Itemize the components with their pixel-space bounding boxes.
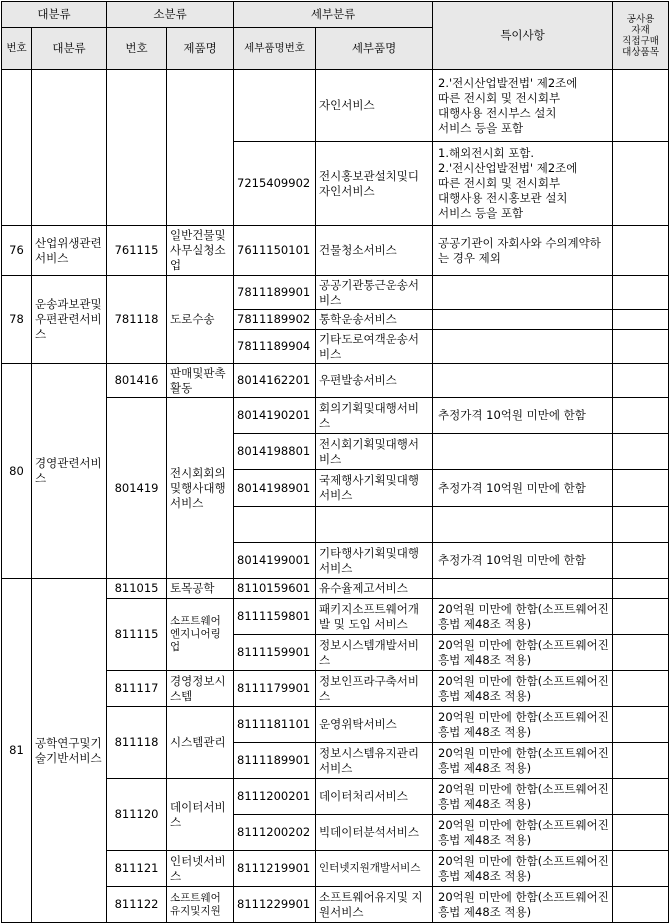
cell-direct xyxy=(613,398,669,434)
cell-direct xyxy=(613,579,669,599)
cell-detail-no: 8111159901 xyxy=(234,635,316,671)
cell-product: 도로수송 xyxy=(167,276,234,364)
cell-detail-no: 8111189901 xyxy=(234,743,316,779)
header-remarks: 특이사항 xyxy=(433,2,613,70)
cell-direct xyxy=(613,276,669,310)
cell-detail-no: 7215409902 xyxy=(234,142,316,226)
cell-detail-no xyxy=(234,507,316,543)
cell-detail-name: 건물청소서비스 xyxy=(316,226,433,276)
cell-direct xyxy=(613,364,669,398)
cell-product: 토목공학 xyxy=(167,579,234,599)
cell-minor-no: 801419 xyxy=(107,398,167,579)
cell-product: 경영정보시스템 xyxy=(167,671,234,707)
cell-note xyxy=(433,507,613,543)
cell-note: 추정가격 10억원 미만에 한함 xyxy=(433,470,613,507)
cell-no: 80 xyxy=(2,364,32,579)
cell-product: 인터넷서비스 xyxy=(167,851,234,887)
cell-detail-no: 8111200202 xyxy=(234,815,316,851)
cell-detail-name: 전시홍보관설치및디자인서비스 xyxy=(316,142,433,226)
cell-detail-no xyxy=(234,70,316,142)
cell-note: 공공기관이 자회사와 수의계약하는 경우 제외 xyxy=(433,226,613,276)
cell-product: 데이터서비스 xyxy=(167,779,234,851)
cell-detail-name: 통학운송서비스 xyxy=(316,310,433,330)
cell-detail-no: 7811189902 xyxy=(234,310,316,330)
table-row xyxy=(2,364,669,398)
cell-detail-no: 8110159601 xyxy=(234,579,316,599)
cell-direct xyxy=(613,310,669,330)
cell-detail-no: 8111159801 xyxy=(234,599,316,635)
cell-product: 소프트웨어유지및지원 xyxy=(167,887,234,923)
cell-minor-no: 811115 xyxy=(107,599,167,671)
cell-direct xyxy=(613,851,669,887)
cell-direct xyxy=(613,142,669,226)
cell-note: 20억원 미만에 한함(소프트웨어진흥법 제48조 적용) xyxy=(433,671,613,707)
cell-detail-name: 인터넷지원개발서비스 xyxy=(316,851,433,887)
cell-detail-no: 7811189901 xyxy=(234,276,316,310)
header-col-minor-no: 번호 xyxy=(107,28,167,70)
cell-direct xyxy=(613,635,669,671)
header-minor-category: 소분류 xyxy=(107,2,234,28)
cell-detail-no: 8111200201 xyxy=(234,779,316,815)
cell-direct xyxy=(613,815,669,851)
cell-minor-no: 761115 xyxy=(107,226,167,276)
header-public-direct: 공사용 자재 직접구매 대상품목 xyxy=(613,2,669,70)
cell-no: 76 xyxy=(2,226,32,276)
header-col-no: 번호 xyxy=(2,28,32,70)
cell-minor-no: 811015 xyxy=(107,579,167,599)
table-row xyxy=(2,276,669,310)
cell-note xyxy=(433,276,613,310)
cell-detail-no: 8014198901 xyxy=(234,470,316,507)
cell-direct xyxy=(613,599,669,635)
cell-note: 20억원 미만에 한함(소프트웨어진흥법 제48조 적용) xyxy=(433,779,613,815)
cell-note: 추정가격 10억원 미만에 한함 xyxy=(433,543,613,579)
header-major-category: 대분류 xyxy=(2,2,107,28)
cell-detail-name xyxy=(316,507,433,543)
cell-major: 경영관련서비스 xyxy=(32,364,107,579)
table-row xyxy=(2,226,669,276)
cell-note: 20억원 미만에 한함(소프트웨어진흥법 제48조 적용) xyxy=(433,851,613,887)
cell-product xyxy=(167,70,234,226)
cell-product: 일반건물및사무실청소업 xyxy=(167,226,234,276)
cell-minor-no: 811118 xyxy=(107,707,167,779)
cell-detail-no: 8014198801 xyxy=(234,434,316,470)
cell-detail-no: 7811189904 xyxy=(234,330,316,364)
cell-minor-no: 801416 xyxy=(107,364,167,398)
header-col-detail-name: 세부품명 xyxy=(316,28,433,70)
cell-detail-name: 공공기관통근운송서비스 xyxy=(316,276,433,310)
header-detail-category: 세부분류 xyxy=(234,2,433,28)
cell-direct xyxy=(613,470,669,507)
cell-major: 산업위생관련서비스 xyxy=(32,226,107,276)
cell-note xyxy=(433,579,613,599)
cell-note: 1.해외전시회 포함. 2.'전시산업발전법' 제2조에 따른 전시회 및 전시회부 대행사용 전시홍보관 설치 서비스 등을 포함 xyxy=(433,142,613,226)
cell-direct xyxy=(613,70,669,142)
cell-detail-name: 운영위탁서비스 xyxy=(316,707,433,743)
cell-note xyxy=(433,364,613,398)
cell-note: 20억원 미만에 한함(소프트웨어진흥법 제48조 적용) xyxy=(433,635,613,671)
cell-detail-no: 8111181101 xyxy=(234,707,316,743)
cell-minor-no: 811122 xyxy=(107,887,167,923)
cell-product: 판매및판촉활동 xyxy=(167,364,234,398)
cell-detail-name: 빅데이터분석서비스 xyxy=(316,815,433,851)
cell-product: 시스템관리 xyxy=(167,707,234,779)
cell-direct xyxy=(613,543,669,579)
cell-detail-name: 우편발송서비스 xyxy=(316,364,433,398)
cell-direct xyxy=(613,671,669,707)
cell-minor-no: 811117 xyxy=(107,671,167,707)
cell-minor-no: 811120 xyxy=(107,779,167,851)
cell-note: 20억원 미만에 한함(소프트웨어진흥법 제48조 적용) xyxy=(433,815,613,851)
cell-no: 78 xyxy=(2,276,32,364)
procurement-table xyxy=(1,1,669,923)
cell-minor-no xyxy=(107,70,167,226)
cell-detail-name: 기타도로여객운송서비스 xyxy=(316,330,433,364)
cell-detail-no: 8014190201 xyxy=(234,398,316,434)
cell-detail-name: 정보인프라구축서비스 xyxy=(316,671,433,707)
cell-direct xyxy=(613,226,669,276)
cell-detail-no: 8111179901 xyxy=(234,671,316,707)
cell-minor-no: 781118 xyxy=(107,276,167,364)
cell-direct xyxy=(613,330,669,364)
cell-note: 2.'전시산업발전법' 제2조에 따른 전시회 및 전시회부 대행사용 전시부스 설치 서비스 등을 포함 xyxy=(433,70,613,142)
cell-note: 20억원 미만에 한함(소프트웨어진흥법 제48조 적용) xyxy=(433,743,613,779)
header-col-product-name: 제품명 xyxy=(167,28,234,70)
cell-product: 전시회회의및행사대행서비스 xyxy=(167,398,234,579)
cell-major: 운송과보관및우편관련서비스 xyxy=(32,276,107,364)
cell-detail-no: 8014199001 xyxy=(234,543,316,579)
cell-detail-name: 회의기획및대행서비스 xyxy=(316,398,433,434)
cell-note: 20억원 미만에 한함(소프트웨어진흥법 제48조 적용) xyxy=(433,887,613,923)
cell-direct xyxy=(613,707,669,743)
header-col-detail-no: 세부품명번호 xyxy=(234,28,316,70)
cell-note xyxy=(433,330,613,364)
cell-detail-name: 유수율제고서비스 xyxy=(316,579,433,599)
cell-detail-name: 소프트웨어유지및 지원서비스 xyxy=(316,887,433,923)
cell-direct xyxy=(613,434,669,470)
cell-direct xyxy=(613,887,669,923)
cell-no: 81 xyxy=(2,579,32,923)
cell-major: 공학연구및기술기반서비스 xyxy=(32,579,107,923)
cell-major xyxy=(32,70,107,226)
cell-note: 20억원 미만에 한함(소프트웨어진흥법 제48조 적용) xyxy=(433,599,613,635)
cell-detail-name: 국제행사기획및대행서비스 xyxy=(316,470,433,507)
cell-detail-name: 정보시스템유지관리서비스 xyxy=(316,743,433,779)
cell-detail-no: 8014162201 xyxy=(234,364,316,398)
cell-detail-name: 기타행사기획및대행서비스 xyxy=(316,543,433,579)
cell-detail-no: 7611150101 xyxy=(234,226,316,276)
cell-minor-no: 811121 xyxy=(107,851,167,887)
cell-detail-name: 전시회기획및대행서비스 xyxy=(316,434,433,470)
table-row xyxy=(2,579,669,599)
cell-direct xyxy=(613,507,669,543)
header-col-major-name: 대분류 xyxy=(32,28,107,70)
cell-detail-name: 패키지소프트웨어개발 및 도입 서비스 xyxy=(316,599,433,635)
cell-detail-name: 자인서비스 xyxy=(316,70,433,142)
table-row xyxy=(2,70,669,142)
cell-note xyxy=(433,310,613,330)
cell-detail-no: 8111219901 xyxy=(234,851,316,887)
cell-direct xyxy=(613,743,669,779)
cell-no xyxy=(2,70,32,226)
cell-note xyxy=(433,434,613,470)
cell-detail-name: 데이터처리서비스 xyxy=(316,779,433,815)
cell-detail-no: 8111229901 xyxy=(234,887,316,923)
cell-product: 소프트웨어엔지니어링업 xyxy=(167,599,234,671)
cell-note: 추정가격 10억원 미만에 한함 xyxy=(433,398,613,434)
cell-detail-name: 정보시스템개발서비스 xyxy=(316,635,433,671)
cell-direct xyxy=(613,779,669,815)
cell-note: 20억원 미만에 한함(소프트웨어진흥법 제48조 적용) xyxy=(433,707,613,743)
